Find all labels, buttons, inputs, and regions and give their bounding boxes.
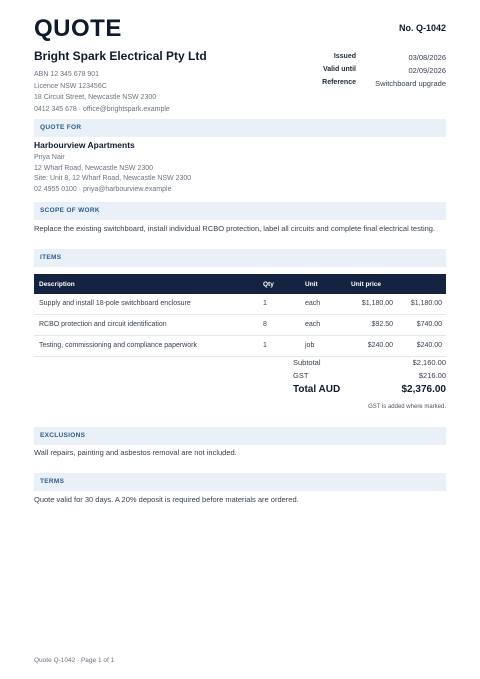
company-abn: ABN 12 345 678 901: [34, 71, 99, 78]
gst-row: [293, 371, 446, 384]
item-total: $740.00: [416, 321, 442, 328]
quote-meta: [256, 53, 446, 92]
gst-label: GST: [293, 371, 309, 380]
item-description: Testing, commissioning and compliance paperwork: [39, 342, 197, 349]
section-heading: ITEMS: [40, 254, 62, 261]
grand-total-row: [293, 384, 446, 400]
section-items: [34, 249, 446, 267]
item-total: $1,180.00: [410, 300, 442, 307]
meta-value: 02/09/2026: [408, 66, 446, 75]
table-header: [34, 274, 446, 294]
client-contact: 02 4955 0100 · priya@harbourview.example: [34, 185, 172, 193]
col-qty: Qty: [263, 281, 274, 288]
table-row: [34, 315, 446, 336]
terms-text: Quote valid for 30 days. A 20% deposit is required before materials are ordered.: [34, 495, 299, 504]
client-site: Site: Unit 8, 12 Wharf Road, Newcastle NSW 2300: [34, 175, 192, 182]
exclusions-text: Wall repairs, painting and asbestos removal are not included.: [34, 448, 237, 457]
gst-value: $216.00: [418, 371, 446, 380]
page-footer: Quote Q-1042 · Page 1 of 1: [34, 657, 115, 664]
section-quote-for: [34, 119, 446, 137]
item-unit-price: $1,180.00: [361, 300, 393, 307]
quote-number: No. Q-1042: [398, 23, 446, 33]
col-description: Description: [39, 281, 75, 288]
item-unit-price: $240.00: [367, 342, 393, 349]
item-unit-price: $92.50: [371, 321, 393, 328]
item-unit: each: [305, 300, 321, 307]
header: [34, 15, 446, 43]
section-heading: TERMS: [40, 478, 65, 485]
table-row: [34, 294, 446, 315]
gst-note: GST is added where marked.: [368, 404, 446, 410]
scope-text: Replace the existing switchboard, install individual RCBO protection, label all circuits and complete final electrical testing.: [34, 224, 436, 233]
subtotal-row: [293, 358, 446, 371]
table-row: [34, 336, 446, 357]
meta-label: Reference: [322, 79, 356, 86]
page-title: QUOTE: [34, 15, 122, 42]
col-unit: Unit: [305, 281, 318, 288]
section-exclusions: [34, 427, 446, 445]
meta-value: 03/08/2026: [408, 53, 446, 62]
client-details: [34, 140, 334, 195]
section-heading: EXCLUSIONS: [40, 432, 86, 439]
meta-label: Issued: [333, 53, 356, 60]
meta-issued: [256, 53, 446, 66]
company-details: [34, 49, 294, 115]
company-contact: 0412 345 678 · office@brightspark.example: [34, 105, 170, 113]
item-total: $240.00: [416, 342, 442, 349]
item-unit: job: [305, 342, 315, 349]
section-heading: SCOPE OF WORK: [40, 207, 100, 214]
item-qty: 1: [263, 342, 267, 349]
subtotal-value: $2,160.00: [412, 358, 446, 367]
item-description: RCBO protection and circuit identification: [39, 321, 167, 328]
meta-reference: [256, 79, 446, 92]
totals: [293, 358, 446, 400]
meta-value: Switchboard upgrade: [375, 79, 446, 88]
section-heading: QUOTE FOR: [40, 124, 82, 131]
client-name: Harbourview Apartments: [34, 140, 135, 150]
quote-document: [34, 0, 446, 679]
client-address: 12 Wharf Road, Newcastle NSW 2300: [34, 164, 154, 172]
subtotal-label: Subtotal: [293, 358, 321, 367]
section-scope: [34, 202, 446, 220]
item-unit: each: [305, 321, 321, 328]
company-licence: Licence NSW 123456C: [34, 82, 107, 90]
client-contact-person: Priya Nair: [34, 154, 65, 161]
item-qty: 8: [263, 321, 267, 328]
company-address: 18 Circuit Street, Newcastle NSW 2300: [34, 94, 157, 101]
company-name: Bright Spark Electrical Pty Ltd: [34, 49, 207, 63]
grand-total-label: Total AUD: [293, 384, 341, 395]
section-terms: [34, 473, 446, 491]
grand-total-value: $2,376.00: [401, 384, 446, 395]
item-description: Supply and install 18-pole switchboard enclosure: [39, 300, 191, 307]
meta-label: Valid until: [322, 66, 356, 73]
items-table: [34, 274, 446, 357]
item-qty: 1: [263, 300, 267, 307]
meta-valid-until: [256, 66, 446, 79]
col-unit-price: Unit price: [351, 281, 381, 288]
